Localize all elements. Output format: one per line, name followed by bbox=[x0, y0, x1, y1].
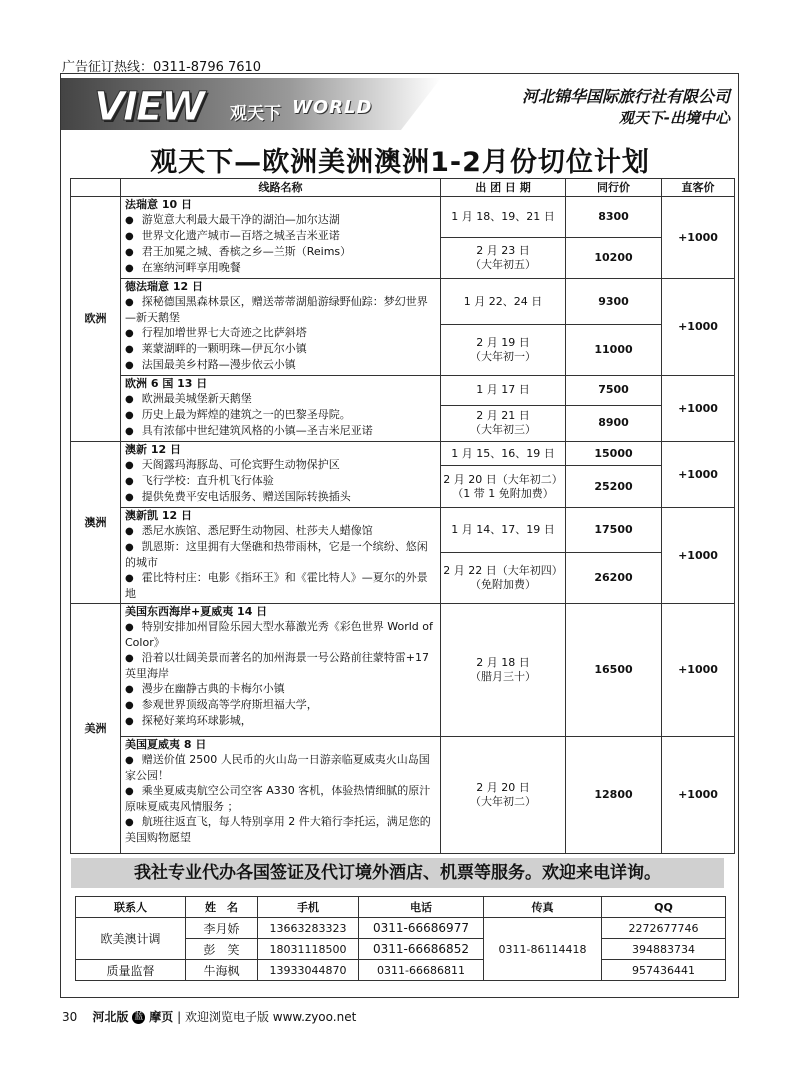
trade-price: 9300 bbox=[566, 279, 662, 325]
routes-header-row bbox=[71, 179, 735, 197]
route-highlight: ● 航班往返直飞，每人特别享用 2 件大箱行李托运，满足您的美国购物愿望 bbox=[125, 814, 436, 845]
contacts-table bbox=[75, 896, 726, 981]
department-name: 观天下-出境中心 bbox=[618, 109, 730, 127]
trade-price: 12800 bbox=[566, 737, 662, 854]
route-highlight: ● 行程加增世界七大奇迹之比萨斜塔 bbox=[125, 325, 436, 341]
departure-date bbox=[441, 604, 566, 737]
contact-phone: 0311-66686977 bbox=[359, 918, 484, 939]
direct-price: +1000 bbox=[662, 376, 735, 442]
header-blank bbox=[71, 179, 121, 197]
route-name: 法瑞意 10 日 bbox=[125, 198, 192, 211]
page-number: 30 bbox=[62, 1010, 78, 1024]
direct-price: +1000 bbox=[662, 442, 735, 508]
trade-price: 7500 bbox=[566, 376, 662, 406]
route-highlight: ● 特别安排加州冒险乐园大型水幕激光秀《彩色世界 World of Color》 bbox=[125, 619, 436, 650]
date-line: 2 月 23 日 bbox=[476, 244, 530, 257]
direct-price: +1000 bbox=[662, 737, 735, 854]
brand-logo-icon: 蓝 bbox=[134, 1012, 144, 1022]
route-highlight: ● 漫步在幽静古典的卡梅尔小镇 bbox=[125, 681, 436, 697]
contact-name: 牛海枫 bbox=[186, 960, 258, 981]
routes-table bbox=[70, 178, 735, 854]
edition-label: 河北版 bbox=[92, 1010, 129, 1024]
departure-date: 1 月 17 日 bbox=[441, 376, 566, 406]
trade-price: 16500 bbox=[566, 604, 662, 737]
route-highlight: ● 世界文化遗产城市—百塔之城圣吉米亚诺 bbox=[125, 228, 436, 244]
route-highlight: ● 赠送价值 2500 人民币的火山岛一日游亲临夏威夷火山岛国家公园！ bbox=[125, 752, 436, 783]
logo-brand: VIEW bbox=[94, 84, 204, 130]
header-date: 出 团 日 期 bbox=[441, 179, 566, 197]
header-qq: QQ bbox=[602, 897, 726, 918]
departure-date bbox=[441, 737, 566, 854]
route-highlight: ● 历史上最为辉煌的建筑之一的巴黎圣母院。 bbox=[125, 407, 436, 423]
contact-phone: 0311-66686852 bbox=[359, 939, 484, 960]
date-note: （大年初二） bbox=[470, 795, 536, 808]
departure-date: 1 月 18、19、21 日 bbox=[441, 197, 566, 238]
route-highlight: ● 具有浓郁中世纪建筑风格的小镇—圣吉米尼亚诺 bbox=[125, 423, 436, 439]
header-name: 姓 名 bbox=[186, 897, 258, 918]
departure-date: 1 月 14、17、19 日 bbox=[441, 508, 566, 553]
route-cell bbox=[121, 197, 441, 279]
table-row bbox=[71, 376, 735, 406]
trade-price: 17500 bbox=[566, 508, 662, 553]
route-highlight: ● 探秘好莱坞环球影城， bbox=[125, 713, 436, 729]
header-phone: 电话 bbox=[359, 897, 484, 918]
date-line: 2 月 22 日（大年初四） bbox=[443, 563, 563, 577]
company-name: 河北锦华国际旅行社有限公司 bbox=[521, 87, 730, 106]
trade-price: 10200 bbox=[566, 238, 662, 279]
header-route: 线路名称 bbox=[121, 179, 441, 197]
table-row bbox=[71, 508, 735, 553]
header-trade-price: 同行价 bbox=[566, 179, 662, 197]
contact-fax: 0311-86114418 bbox=[484, 918, 602, 981]
table-row bbox=[71, 442, 735, 466]
route-highlight: ● 天阁露玛海豚岛、可伦宾野生动物保护区 bbox=[125, 457, 436, 473]
table-row bbox=[71, 197, 735, 238]
contact-group: 质量监督 bbox=[76, 960, 186, 981]
route-cell bbox=[121, 508, 441, 604]
header-contact: 联系人 bbox=[76, 897, 186, 918]
date-note: （1 带 1 免附加费） bbox=[452, 486, 554, 500]
date-line: 2 月 18 日 bbox=[476, 656, 530, 669]
trade-price: 11000 bbox=[566, 325, 662, 376]
trade-price: 25200 bbox=[566, 466, 662, 508]
route-name: 德法瑞意 12 日 bbox=[125, 280, 203, 293]
table-row bbox=[71, 737, 735, 854]
contact-mobile: 13663283323 bbox=[258, 918, 359, 939]
route-highlight: ● 乘坐夏威夷航空公司空客 A330 客机，体验热情细腻的原汁原味夏威夷风情服务 ； bbox=[125, 783, 436, 814]
contact-mobile: 13933044870 bbox=[258, 960, 359, 981]
header-direct-price: 直客价 bbox=[662, 179, 735, 197]
departure-date: 1 月 22、24 日 bbox=[441, 279, 566, 325]
route-highlight: ● 提供免费平安电话服务、赠送国际转换插头 bbox=[125, 489, 436, 505]
departure-date bbox=[441, 552, 566, 603]
direct-price: +1000 bbox=[662, 279, 735, 376]
trade-price: 15000 bbox=[566, 442, 662, 466]
direct-price: +1000 bbox=[662, 508, 735, 604]
route-highlight: ● 探秘德国黑森林景区，赠送蒂蒂湖船游绿野仙踪：梦幻世界—新天鹅堡 bbox=[125, 294, 436, 325]
trade-price: 26200 bbox=[566, 552, 662, 603]
trade-price: 8900 bbox=[566, 405, 662, 441]
route-cell bbox=[121, 604, 441, 737]
departure-date bbox=[441, 238, 566, 279]
route-highlight: ● 飞行学校：直升机飞行体验 bbox=[125, 473, 436, 489]
route-highlight: ● 欧洲最美城堡新天鹅堡 bbox=[125, 391, 436, 407]
date-note: （大年初五） bbox=[470, 258, 536, 271]
contact-phone: 0311-66686811 bbox=[359, 960, 484, 981]
footer-divider: | bbox=[177, 1010, 182, 1024]
departure-date bbox=[441, 405, 566, 441]
date-note: （免附加费） bbox=[470, 577, 536, 591]
route-name: 澳新 12 日 bbox=[125, 443, 181, 456]
departure-date: 1 月 15、16、19 日 bbox=[441, 442, 566, 466]
route-highlight: ● 在塞纳河畔享用晚餐 bbox=[125, 260, 436, 276]
route-highlight: ● 悉尼水族馆、悉尼野生动物园、杜莎夫人蜡像馆 bbox=[125, 523, 436, 539]
route-name: 欧洲 6 国 13 日 bbox=[125, 377, 208, 390]
contact-qq: 394883734 bbox=[602, 939, 726, 960]
region-australia bbox=[71, 442, 121, 604]
route-cell bbox=[121, 737, 441, 854]
route-highlight: ● 沿着以壮阔美景而著名的加州海景一号公路前往蒙特雷+17 英里海岸 bbox=[125, 650, 436, 681]
date-line: 2 月 20 日（大年初二） bbox=[443, 472, 563, 486]
contact-qq: 957436441 bbox=[602, 960, 726, 981]
contact-name: 李月娇 bbox=[186, 918, 258, 939]
date-note: （大年初一） bbox=[470, 350, 536, 364]
date-line: 2 月 21 日 bbox=[476, 409, 530, 423]
departure-date bbox=[441, 325, 566, 376]
header-mobile: 手机 bbox=[258, 897, 359, 918]
contact-mobile: 18031118500 bbox=[258, 939, 359, 960]
region-label: 欧洲 bbox=[84, 312, 107, 325]
table-row bbox=[71, 604, 735, 737]
contact-row bbox=[76, 960, 726, 981]
route-highlight: ● 凯恩斯：这里拥有大堡礁和热带雨林，它是一个缤纷、悠闲的城市 bbox=[125, 539, 436, 570]
contact-qq: 2272677746 bbox=[602, 918, 726, 939]
logo-world: WORLD bbox=[292, 97, 373, 118]
route-name: 美国东西海岸+夏威夷 14 日 bbox=[125, 605, 268, 618]
route-highlight: ● 参观世界顶级高等学府斯坦福大学， bbox=[125, 697, 436, 713]
contact-group: 欧美澳计调 bbox=[76, 918, 186, 960]
route-highlight: ● 霍比特村庄：电影《指环王》和《霍比特人》—夏尔的外景地 bbox=[125, 570, 436, 601]
table-row bbox=[71, 279, 735, 325]
header-fax: 传真 bbox=[484, 897, 602, 918]
trade-price: 8300 bbox=[566, 197, 662, 238]
page-title: 观天下—欧洲美洲澳洲1-2月份切位计划 bbox=[150, 147, 650, 178]
contact-row bbox=[76, 918, 726, 939]
route-highlight: ● 法国最美乡村路—漫步依云小镇 bbox=[125, 357, 436, 373]
date-note: （大年初三） bbox=[470, 423, 536, 437]
date-note: （腊月三十） bbox=[470, 670, 536, 683]
route-cell bbox=[121, 442, 441, 508]
departure-date bbox=[441, 466, 566, 508]
route-name: 美国夏威夷 8 日 bbox=[125, 738, 207, 751]
route-highlight: ● 游览意大利最大最干净的湖泊—加尔达湖 bbox=[125, 212, 436, 228]
contact-name: 彭 笑 bbox=[186, 939, 258, 960]
region-europe bbox=[71, 197, 121, 442]
ad-hotline: 广告征订热线：0311-8796 7610 bbox=[62, 60, 262, 75]
region-label: 美洲 bbox=[84, 721, 107, 735]
region-america bbox=[71, 604, 121, 854]
route-highlight: ● 君王加冕之城、香槟之乡—兰斯（Reims） bbox=[125, 244, 436, 260]
footer-text[interactable]: 欢迎浏览电子版 www.zyoo.net bbox=[184, 1010, 357, 1024]
route-highlight: ● 莱蒙湖畔的一颗明珠—伊瓦尔小镇 bbox=[125, 341, 436, 357]
date-line: 2 月 20 日 bbox=[476, 781, 530, 794]
region-label: 澳洲 bbox=[84, 515, 107, 529]
direct-price: +1000 bbox=[662, 197, 735, 279]
route-cell bbox=[121, 376, 441, 442]
logo-sub: 观天下 bbox=[230, 104, 281, 124]
contacts-header-row bbox=[76, 897, 726, 918]
page-footer bbox=[62, 1008, 356, 1025]
direct-price: +1000 bbox=[662, 604, 735, 737]
date-line: 2 月 19 日 bbox=[476, 336, 530, 350]
services-banner: 我社专业代办各国签证及代订境外酒店、机票等服务。欢迎来电详询。 bbox=[71, 858, 724, 888]
brand-name: 摩页 bbox=[149, 1010, 174, 1024]
route-name: 澳新凯 12 日 bbox=[125, 509, 192, 522]
route-cell bbox=[121, 279, 441, 376]
